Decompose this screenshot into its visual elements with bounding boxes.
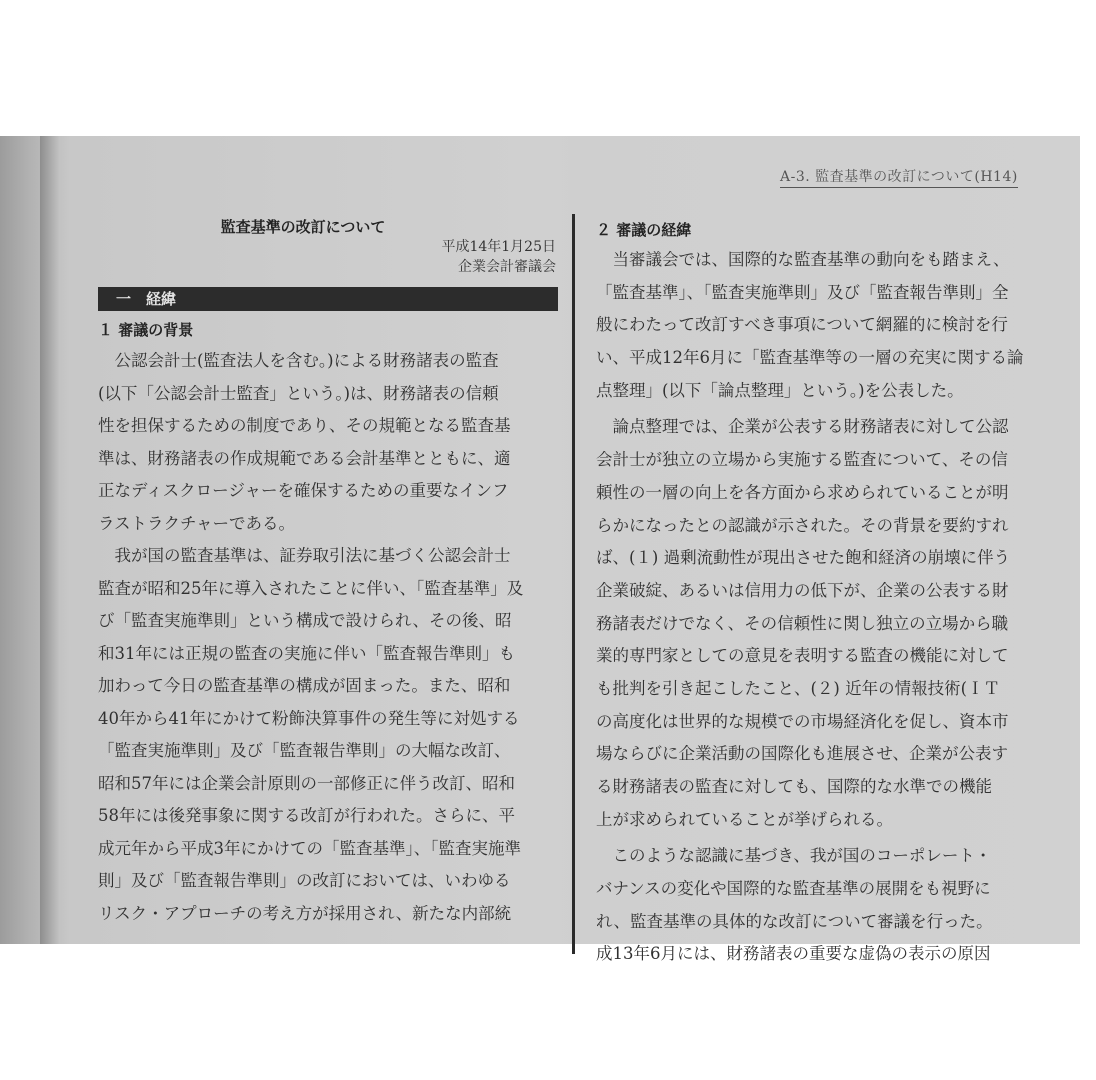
text-line: 成13年6月には、財務諸表の重要な虚偽の表示の原因 xyxy=(596,944,991,964)
text-line: 論点整理では、企業が公表する財務諸表に対して公認 xyxy=(596,417,1009,437)
text-line: ラストラクチャーである。 xyxy=(98,513,296,533)
text-line: 公認会計士(監査法人を含む。)による財務諸表の監査 xyxy=(98,351,499,370)
column-divider xyxy=(572,214,575,954)
text-line: 40年から41年にかけて粉飾決算事件の発生等に対処する xyxy=(98,708,520,728)
text-line: 性を担保するための制度であり、その規範となる監査基 xyxy=(98,416,511,435)
document-date: 平成14年1月25日 xyxy=(441,239,556,255)
text-line: 昭和57年には企業会計原則の一部修正に伴う改訂、昭和 xyxy=(98,773,515,793)
text-line: い、平成12年6月に「監査基準等の一層の充実に関する論 xyxy=(596,348,1024,368)
text-line: 成元年から平成3年にかけての「監査基準」、「監査実施準 xyxy=(98,838,521,858)
right-column xyxy=(596,216,1096,971)
paragraph xyxy=(98,345,560,540)
text-line: も批判を引き起こしたこと、(２) 近年の情報技術(ＩＴ xyxy=(596,678,1001,698)
text-line: 「監査実施準則」及び「監査報告準則」の大幅な改訂、 xyxy=(98,741,511,760)
text-line: 和31年には正規の監査の実施に伴い「監査報告準則」も xyxy=(98,643,515,663)
running-head: A-3. 監査基準の改訂について(H14) xyxy=(780,166,1018,188)
paragraph xyxy=(596,411,1096,836)
document-title: 監査基準の改訂について xyxy=(220,218,386,236)
text-line: (以下「公認会計士監査」という。)は、財務諸表の信頼 xyxy=(98,383,499,403)
text-line: る財務諸表の監査に対しても、国際的な水準での機能 xyxy=(596,777,992,796)
text-line: び「監査実施準則」という構成で設けられ、その後、昭 xyxy=(98,611,512,630)
text-line: 業的専門家としての意見を表明する監査の機能に対して xyxy=(596,646,1009,666)
text-line: 監査が昭和25年に導入されたことに伴い、「監査基準」及 xyxy=(98,578,524,598)
text-line: 頼性の一層の向上を各方面から求められていることが明 xyxy=(596,482,1009,502)
text-line: 点整理」(以下「論点整理」という。)を公表した。 xyxy=(596,380,964,400)
text-line: 正なディスクロージャーを確保するための重要なインフ xyxy=(98,481,509,500)
section-heading-bar: 一 経緯 xyxy=(98,287,558,311)
text-line: 般にわたって改訂すべき事項について網羅的に検討を行 xyxy=(596,315,1008,335)
text-line: 加わって今日の監査基準の構成が固まった。また、昭和 xyxy=(98,676,511,695)
page-gutter-edge xyxy=(40,136,60,944)
text-line: らかになったとの認識が示された。その背景を要約すれ xyxy=(596,515,1009,535)
book-page-photo xyxy=(0,136,1080,964)
text-line: 則」及び「監査報告準則」の改訂においては、いわゆる xyxy=(98,871,511,890)
text-line: 「監査基準」、「監査実施準則」及び「監査報告準則」全 xyxy=(596,282,1009,302)
text-line: 企業破綻、あるいは信用力の低下が、企業の公表する財 xyxy=(596,580,1009,600)
text-line: の高度化は世界的な規模での市場経済化を促し、資本市 xyxy=(596,711,1009,731)
text-line: 上が求められていることが挙げられる。 xyxy=(596,809,893,829)
text-line: 我が国の監査基準は、証券取引法に基づく公認会計士 xyxy=(98,546,511,565)
text-line: このような認識に基づき、我が国のコーポレート・ xyxy=(596,846,992,866)
text-line: ば、(１) 過剰流動性が現出させた飽和経済の崩壊に伴う xyxy=(596,548,1011,568)
paragraph xyxy=(596,840,1096,971)
text-line: 準は、財務諸表の作成規範である会計基準とともに、適 xyxy=(98,448,511,468)
text-line: 場ならびに企業活動の国際化も進展させ、企業が公表す xyxy=(596,744,1009,764)
text-line: リスク・アプローチの考え方が採用され、新たな内部統 xyxy=(98,903,512,923)
text-line: れ、監査基準の具体的な改訂について審議を行った。 xyxy=(596,911,993,931)
text-line: 当審議会では、国際的な監査基準の動向をも踏まえ、 xyxy=(596,250,1010,269)
text-line: 58年には後発事象に関する改訂が行われた。さらに、平 xyxy=(98,806,515,825)
subsection-heading: ２ 審議の経緯 xyxy=(596,221,692,239)
text-line: 会計士が独立の立場から実施する監査について、その信 xyxy=(596,450,1008,470)
subsection-heading: １ 審議の背景 xyxy=(98,321,194,339)
paragraph xyxy=(98,540,560,930)
text-line: バナンスの変化や国際的な監査基準の展開をも視野に xyxy=(596,879,991,899)
left-column xyxy=(98,216,560,930)
text-line: 務諸表だけでなく、その信頼性に関し独立の立場から職 xyxy=(596,613,1009,633)
document-issuer: 企業会計審議会 xyxy=(458,259,556,275)
paragraph xyxy=(596,244,1096,407)
